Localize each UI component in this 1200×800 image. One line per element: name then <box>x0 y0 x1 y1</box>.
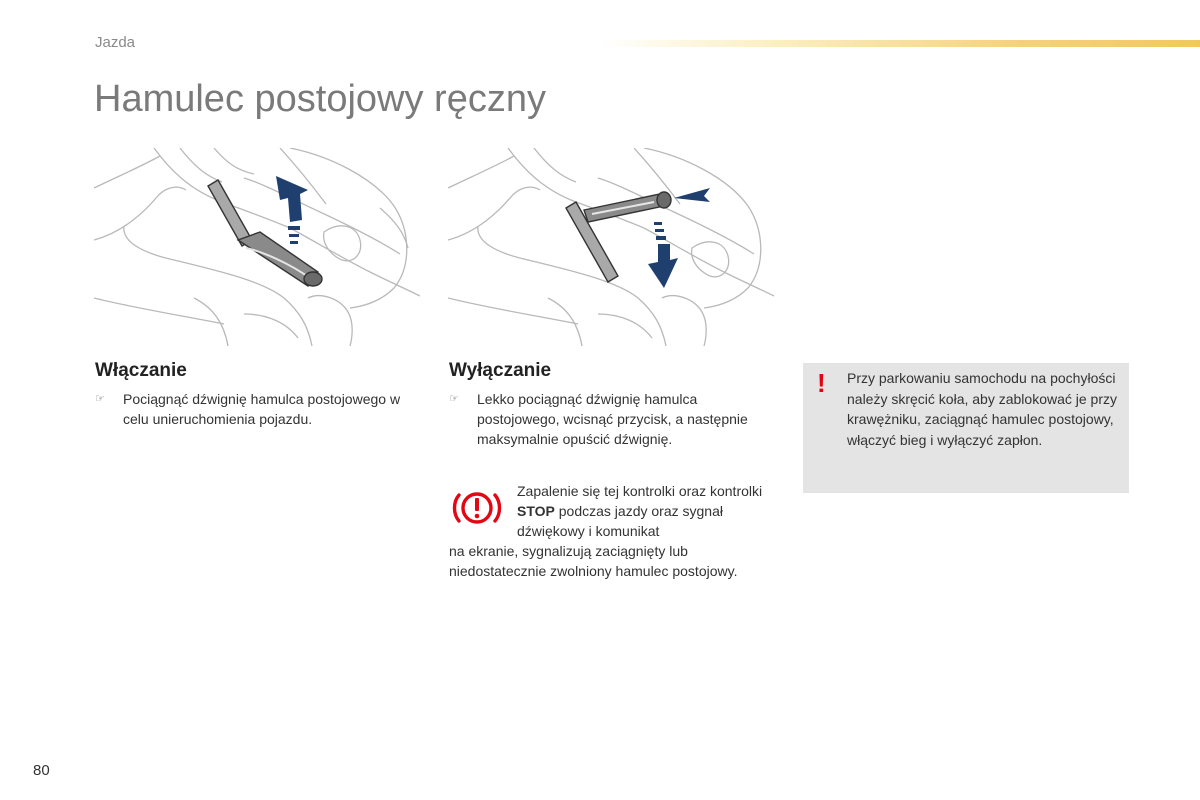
stop-label: STOP <box>517 503 555 519</box>
section-label: Jazda <box>95 34 136 51</box>
warning-text-continued: na ekranie, sygnalizują zaciągnięty lub niedostatecznie zwolniony hamulec postojowy. <box>449 543 738 579</box>
pointing-hand-icon: ☞ <box>449 393 459 405</box>
engage-heading: Włączanie <box>95 360 187 381</box>
brake-warning-icon <box>450 486 504 530</box>
note-text: Przy parkowaniu samochodu na pochyłości należy skręcić koła, aby zablokować je przy krawężniku, zaciągnąć hamulec postojowy, włączyć bieg i wyłączyć zapłon. <box>847 370 1118 448</box>
release-instruction <box>449 389 779 449</box>
warning-text <box>517 481 777 541</box>
warning-text-part: Zapalenie się tej kontrolki oraz kontrolki <box>517 483 763 499</box>
release-instruction-text: Lekko pociągnąć dźwignię hamulca postojowego, wcisnąć przycisk, a następnie maksymalnie opuścić dźwignię. <box>477 391 748 447</box>
handbrake-engage-illustration <box>94 148 420 346</box>
warning-text-part: podczas jazdy oraz sygnał dźwiękowy i komunikat <box>517 503 723 539</box>
release-heading: Wyłączanie <box>449 360 552 381</box>
handbrake-release-illustration <box>448 148 774 346</box>
page-number: 80 <box>33 762 50 779</box>
header-accent-bar <box>600 40 1200 47</box>
page-title: Hamulec postojowy ręczny <box>94 78 546 120</box>
exclamation-icon: ! <box>817 368 826 398</box>
pointing-hand-icon: ☞ <box>95 393 105 405</box>
engage-instruction <box>95 389 425 429</box>
engage-instruction-text: Pociągnąć dźwignię hamulca postojowego w celu unieruchomienia pojazdu. <box>123 391 401 427</box>
